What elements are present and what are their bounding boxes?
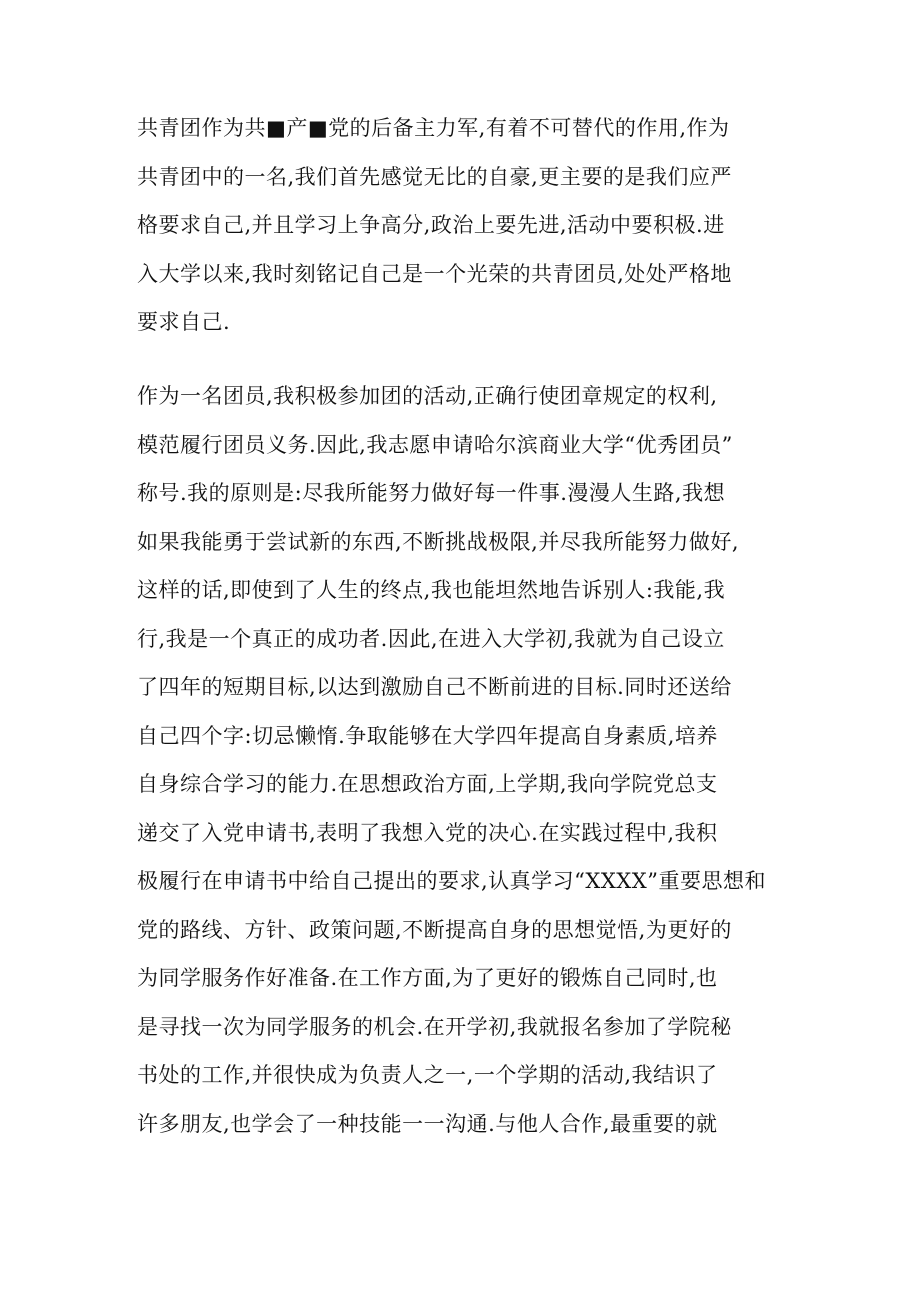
- text-line: 格要求自己,并且学习上争高分,政治上要先进,活动中要积极.进: [137, 213, 725, 237]
- text-line: 党的路线、方针、政策问题,不断提高自身的思想觉悟,为更好的: [137, 917, 732, 942]
- paragraph-1: [137, 104, 797, 347]
- text-line: 入大学以来,我时刻铭记自己是一个光荣的共青团员,处处严格地: [137, 261, 732, 286]
- text-line: 自身综合学习的能力.在思想政治方面,上学期,我向学院党总支: [137, 772, 718, 796]
- text-line: 共青团中的一名,我们首先感觉无比的自豪,更主要的是我们应严: [137, 164, 732, 189]
- text-line: 了四年的短期目标,以达到激励自己不断前进的目标.同时还送给: [137, 675, 732, 699]
- text-line: 自己四个字:切忌懒惰.争取能够在大学四年提高自身素质,培养: [137, 723, 718, 748]
- text-line: 是寻找一次为同学服务的机会.在开学初,我就报名参加了学院秘: [137, 1014, 732, 1039]
- text-line: 递交了入党申请书,表明了我想入党的决心.在实践过程中,我积: [137, 820, 718, 845]
- text-line: 行,我是一个真正的成功者.因此,在进入大学初,我就为自己设立: [137, 626, 725, 651]
- text-line: 作为一名团员,我积极参加团的活动,正确行使团章规定的权利,: [137, 384, 718, 408]
- text-line: 称号.我的原则是:尽我所能努力做好每一件事.漫漫人生路,我想: [137, 481, 726, 505]
- text-line: 书处的工作,并很快成为负责人之一,一个学期的活动,我结识了: [137, 1063, 718, 1087]
- text-line: 许多朋友,也学会了一种技能一一沟通.与他人合作,最重要的就: [137, 1111, 718, 1136]
- text-line: 模范履行团员义务.因此,我志愿申请哈尔滨商业大学“优秀团员”: [137, 432, 733, 457]
- text-line: 这样的话,即使到了人生的终点,我也能坦然地告诉别人:我能,我: [137, 578, 726, 602]
- text-line: 极履行在申请书中给自己提出的要求,认真学习“XXXX”重要思想和: [137, 869, 766, 893]
- text-line: 为同学服务作好准备.在工作方面,为了更好的锻炼自己同时,也: [137, 966, 718, 990]
- text-line: 共青团作为共■产■党的后备主力军,有着不可替代的作用,作为: [137, 116, 730, 140]
- paragraph-2: [137, 372, 797, 1148]
- text-line: 要求自己.: [137, 310, 231, 334]
- text-line: 如果我能勇于尝试新的东西,不断挑战极限,并尽我所能努力做好,: [137, 529, 740, 554]
